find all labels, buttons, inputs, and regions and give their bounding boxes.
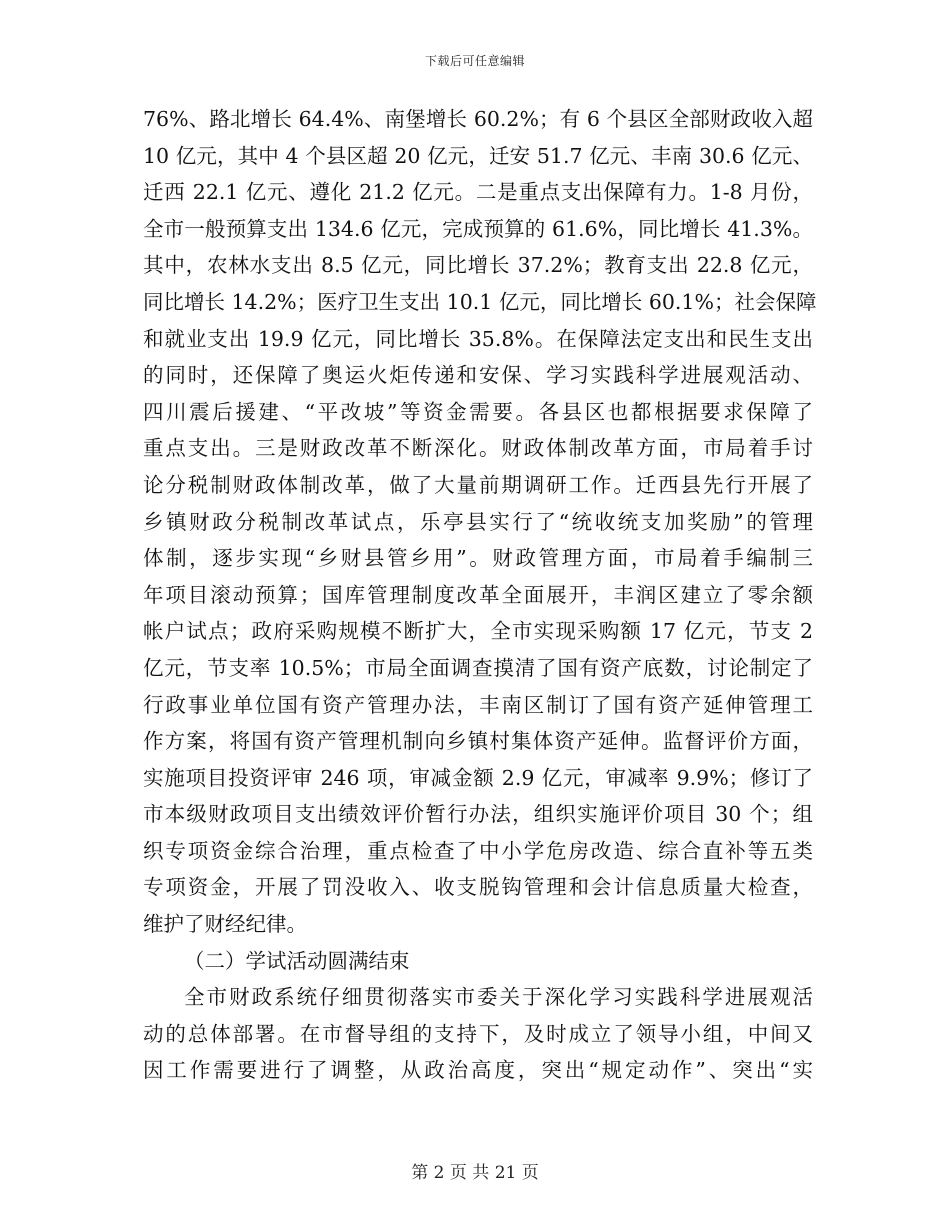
paragraph-expenditure-reform xyxy=(143,101,817,943)
text-line: 动的总体部署。在市督导组的支持下，及时成立了领导小组，中间又 xyxy=(143,1021,813,1046)
text-line: 作方案，将国有资产管理机制向乡镇村集体资产延伸。监督评价方面， xyxy=(143,729,813,754)
text-line: 全市财政系统仔细贯彻落实市委关于深化学习实践科学进展观活 xyxy=(184,985,813,1010)
text-line: 亿元，节支率 10.5%；市局全面调查摸清了国有资产底数，讨论制定了 xyxy=(143,655,813,680)
text-line: 论分税制财政体制改革，做了大量前期调研工作。迁西县先行开展了 xyxy=(143,472,813,497)
text-line: 的同时，还保障了奥运火炬传递和安保、学习实践科学进展观活动、 xyxy=(143,363,813,388)
text-line: 和就业支出 19.9 亿元，同比增长 35.8%。在保障法定支出和民生支出 xyxy=(143,326,813,351)
document-body xyxy=(143,101,817,1089)
text-line: 帐户试点；政府采购规模不断扩大，全市实现采购额 17 亿元，节支 2 xyxy=(143,619,813,644)
text-line: 10 亿元，其中 4 个县区超 20 亿元，迁安 51.7 亿元、丰南 30.6 亿元、 xyxy=(143,143,813,168)
text-line: 实施项目投资评审 246 项，审减金额 2.9 亿元，审减率 9.9%；修订了 xyxy=(143,765,813,790)
page-number: 第 2 页 共 21 页 xyxy=(411,1163,539,1183)
text-line: 迁西 22.1 亿元、遵化 21.2 亿元。二是重点支出保障有力。1-8 月份， xyxy=(143,180,813,205)
text-line: 全市一般预算支出 134.6 亿元，完成预算的 61.6%，同比增长 41.3%。 xyxy=(143,216,813,241)
text-line: 四川震后援建、“平改坡”等资金需要。各县区也都根据要求保障了 xyxy=(143,399,813,424)
text-line: 维护了财经纪律。 xyxy=(143,912,307,937)
paragraph-study-activity xyxy=(143,979,813,1089)
text-line: 专项资金，开展了罚没收入、收支脱钩管理和会计信息质量大检查， xyxy=(143,875,813,900)
text-line: 年项目滚动预算；国库管理制度改革全面展开，丰润区建立了零余额 xyxy=(143,582,813,607)
text-line: 行政事业单位国有资产管理办法，丰南区制订了国有资产延伸管理工 xyxy=(143,692,813,717)
text-line: 其中，农林水支出 8.5 亿元，同比增长 37.2%；教育支出 22.8 亿元， xyxy=(143,253,813,278)
text-line: 因工作需要进行了调整，从政治高度，突出“规定动作”、突出“实 xyxy=(143,1058,813,1083)
text-line: 体制，逐步实现“乡财县管乡用”。财政管理方面，市局着手编制三 xyxy=(143,546,813,571)
text-line: 市本级财政项目支出绩效评价暂行办法，组织实施评价项目 30 个；组 xyxy=(143,802,813,827)
text-line: 乡镇财政分税制改革试点，乐亭县实行了“统收统支加奖励”的管理 xyxy=(143,509,813,534)
text-line: 重点支出。三是财政改革不断深化。财政体制改革方面，市局着手讨 xyxy=(143,436,813,461)
text-line: 同比增长 14.2%；医疗卫生支出 10.1 亿元，同比增长 60.1%；社会保障 xyxy=(143,289,817,314)
section-heading xyxy=(143,943,813,980)
section-heading-text: （二）学试活动圆满结束 xyxy=(184,948,410,973)
text-line: 织专项资金综合治理，重点检查了中小学危房改造、综合直补等五类 xyxy=(143,838,813,863)
text-line: 76%、路北增长 64.4%、南堡增长 60.2%；有 6 个县区全部财政收入超 xyxy=(143,107,813,131)
page-header: 下载后可任意编辑 xyxy=(424,54,525,68)
